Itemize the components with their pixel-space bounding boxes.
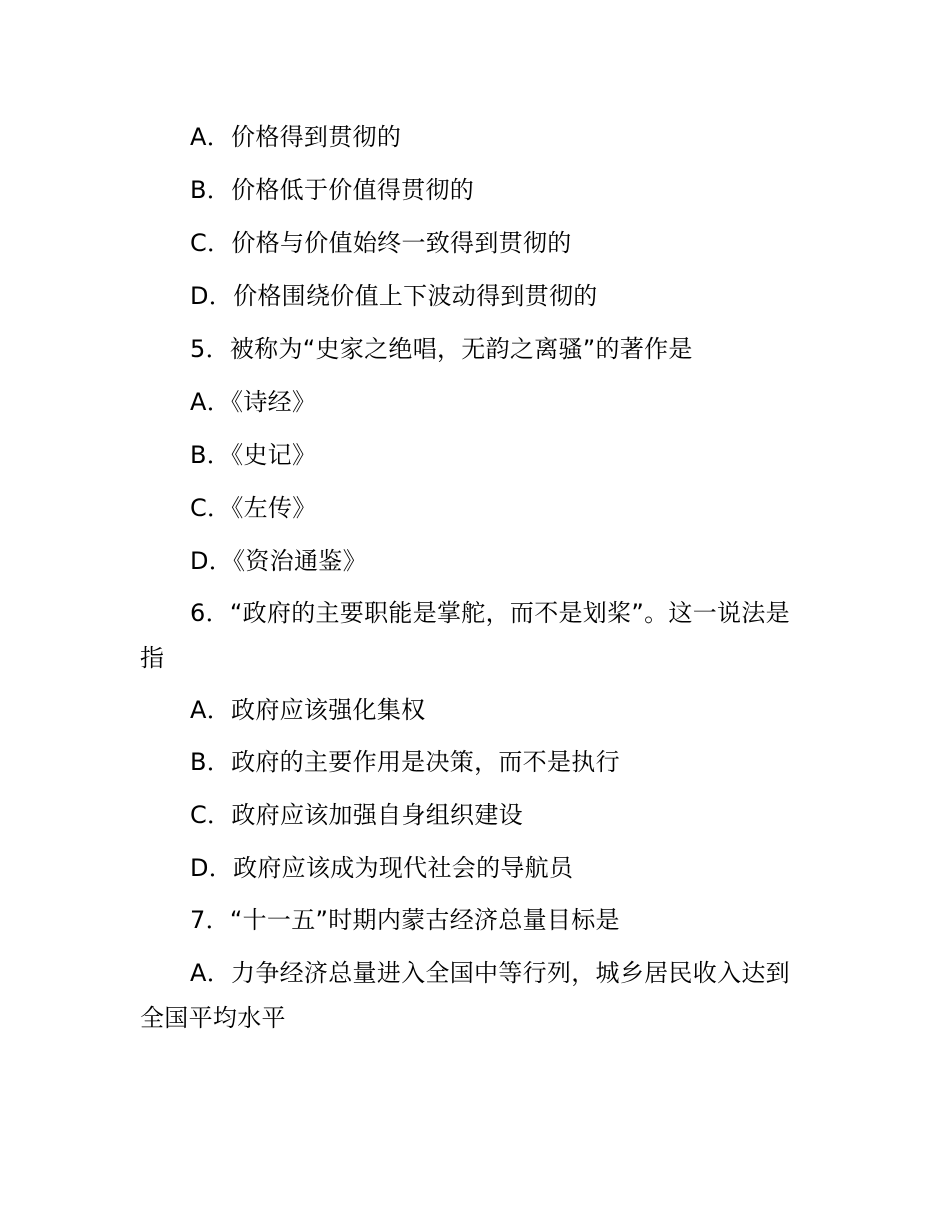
- q4-option-a: A．价格得到贯彻的: [190, 123, 402, 151]
- q6-option-a: A．政府应该强化集权: [190, 696, 426, 724]
- q6-option-b: B．政府的主要作用是决策，而不是执行: [190, 748, 620, 776]
- q6-option-c: C．政府应该加强自身组织建设: [190, 801, 523, 829]
- q7-option-a: A．力争经济总量进入全国中等行列，城乡居民收入达到: [190, 959, 790, 987]
- q7-option-a-continued: 全国平均水平: [140, 1004, 286, 1032]
- q5-question: 5．被称为“史家之绝唱，无韵之离骚”的著作是: [190, 335, 693, 363]
- q6-question-continued: 指: [140, 644, 165, 672]
- q5-option-d: D．《资治通鉴》: [190, 547, 367, 575]
- q4-option-c: C．价格与价值始终一致得到贯彻的: [190, 229, 572, 257]
- q5-option-b: B．《史记》: [190, 441, 317, 469]
- q7-question: 7．“十一五”时期内蒙古经济总量目标是: [190, 906, 620, 934]
- q4-option-d: D．价格围绕价值上下波动得到贯彻的: [190, 282, 598, 310]
- q5-option-a: A．《诗经》: [190, 388, 317, 416]
- q6-option-d: D．政府应该成为现代社会的导航员: [190, 854, 574, 882]
- q6-question: 6．“政府的主要职能是掌舵，而不是划桨”。这一说法是: [190, 599, 790, 627]
- q5-option-c: C．《左传》: [190, 494, 317, 522]
- q4-option-b: B．价格低于价值得贯彻的: [190, 176, 475, 204]
